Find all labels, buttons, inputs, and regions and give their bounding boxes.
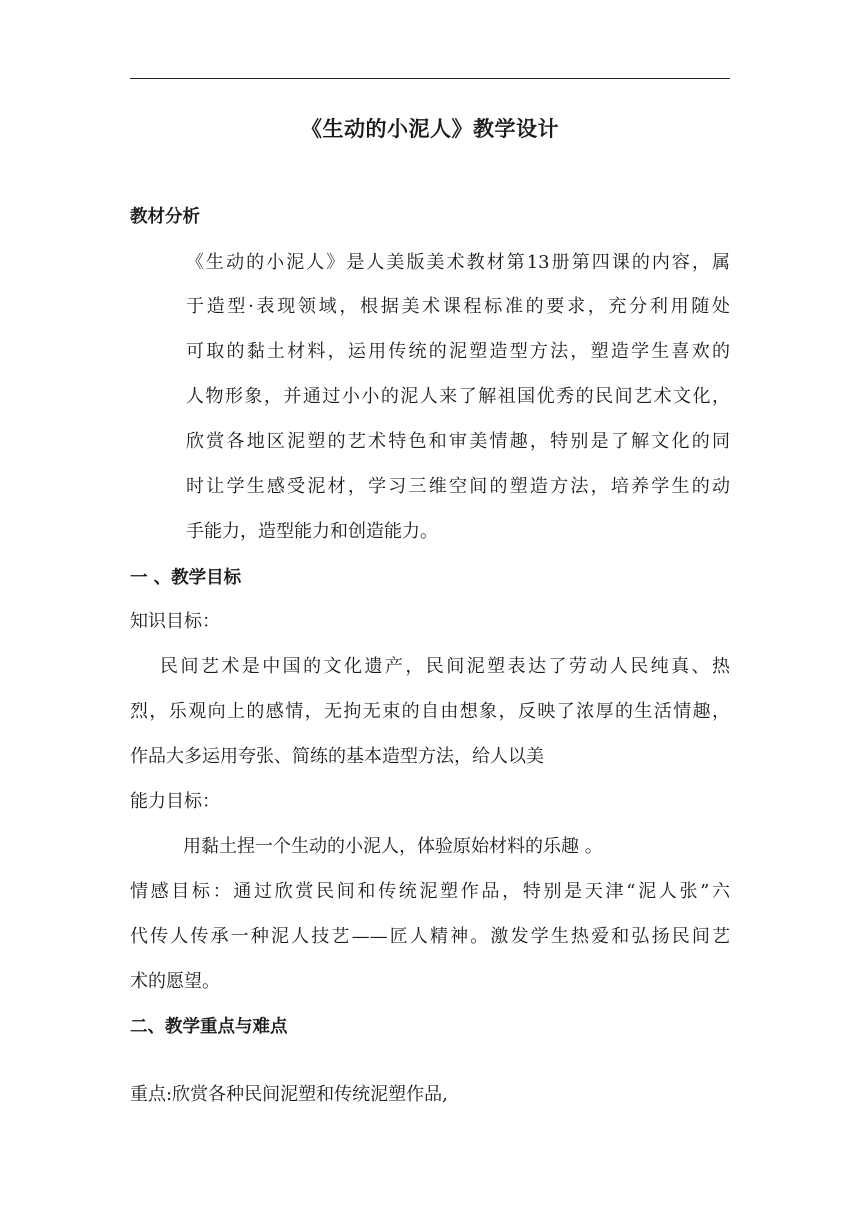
- material-paragraph-line: 《生动的小泥人》是人美版美术教材第13册第四课的内容，属: [186, 252, 730, 273]
- section-heading-material: 教材分析: [130, 207, 200, 227]
- material-paragraph-line: 时让学生感受泥材，学习三维空间的塑造方法，培养学生的动: [186, 476, 730, 497]
- key-point-text: 重点:欣赏各种民间泥塑和传统泥塑作品,: [130, 1084, 448, 1105]
- knowledge-goal-line: 民间艺术是中国的文化遗产，民间泥塑表达了劳动人民纯真、热: [160, 656, 730, 677]
- ability-goal-label: 能力目标：: [130, 791, 220, 812]
- ability-goal-text: 用黏土捏一个生动的小泥人，体验原始材料的乐趣 。: [183, 836, 603, 857]
- material-paragraph-line: 于造型·表现领域，根据美术课程标准的要求，充分利用随处: [186, 296, 730, 317]
- emotion-goal-line: 术的愿望。: [130, 971, 220, 992]
- emotion-goal-line: 代传人传承一种泥人技艺——匠人精神。激发学生热爱和弘扬民间艺: [130, 926, 730, 947]
- header-rule: [130, 78, 730, 79]
- emotion-goal-line: 情感目标：通过欣赏民间和传统泥塑作品，特别是天津“泥人张”六: [130, 881, 730, 902]
- material-paragraph-line: 人物形象，并通过小小的泥人来了解祖国优秀的民间艺术文化，: [186, 386, 730, 407]
- material-paragraph-line: 欣赏各地区泥塑的艺术特色和审美情趣，特别是了解文化的同: [186, 431, 730, 452]
- material-paragraph-line: 可取的黏土材料，运用传统的泥塑造型方法，塑造学生喜欢的: [186, 341, 730, 362]
- document-title: 《生动的小泥人》教学设计: [301, 117, 559, 141]
- knowledge-goal-line: 作品大多运用夸张、简练的基本造型方法，给人以美: [130, 746, 544, 767]
- knowledge-goal-line: 烈，乐观向上的感情，无拘无束的自由想象，反映了浓厚的生活情趣，: [130, 701, 730, 722]
- material-paragraph-line: 手能力，造型能力和创造能力。: [186, 521, 438, 542]
- section-heading-goals: 一 、教学目标: [130, 568, 242, 588]
- knowledge-goal-label: 知识目标：: [130, 611, 220, 632]
- section-heading-key-points: 二、教学重点与难点: [130, 1017, 288, 1037]
